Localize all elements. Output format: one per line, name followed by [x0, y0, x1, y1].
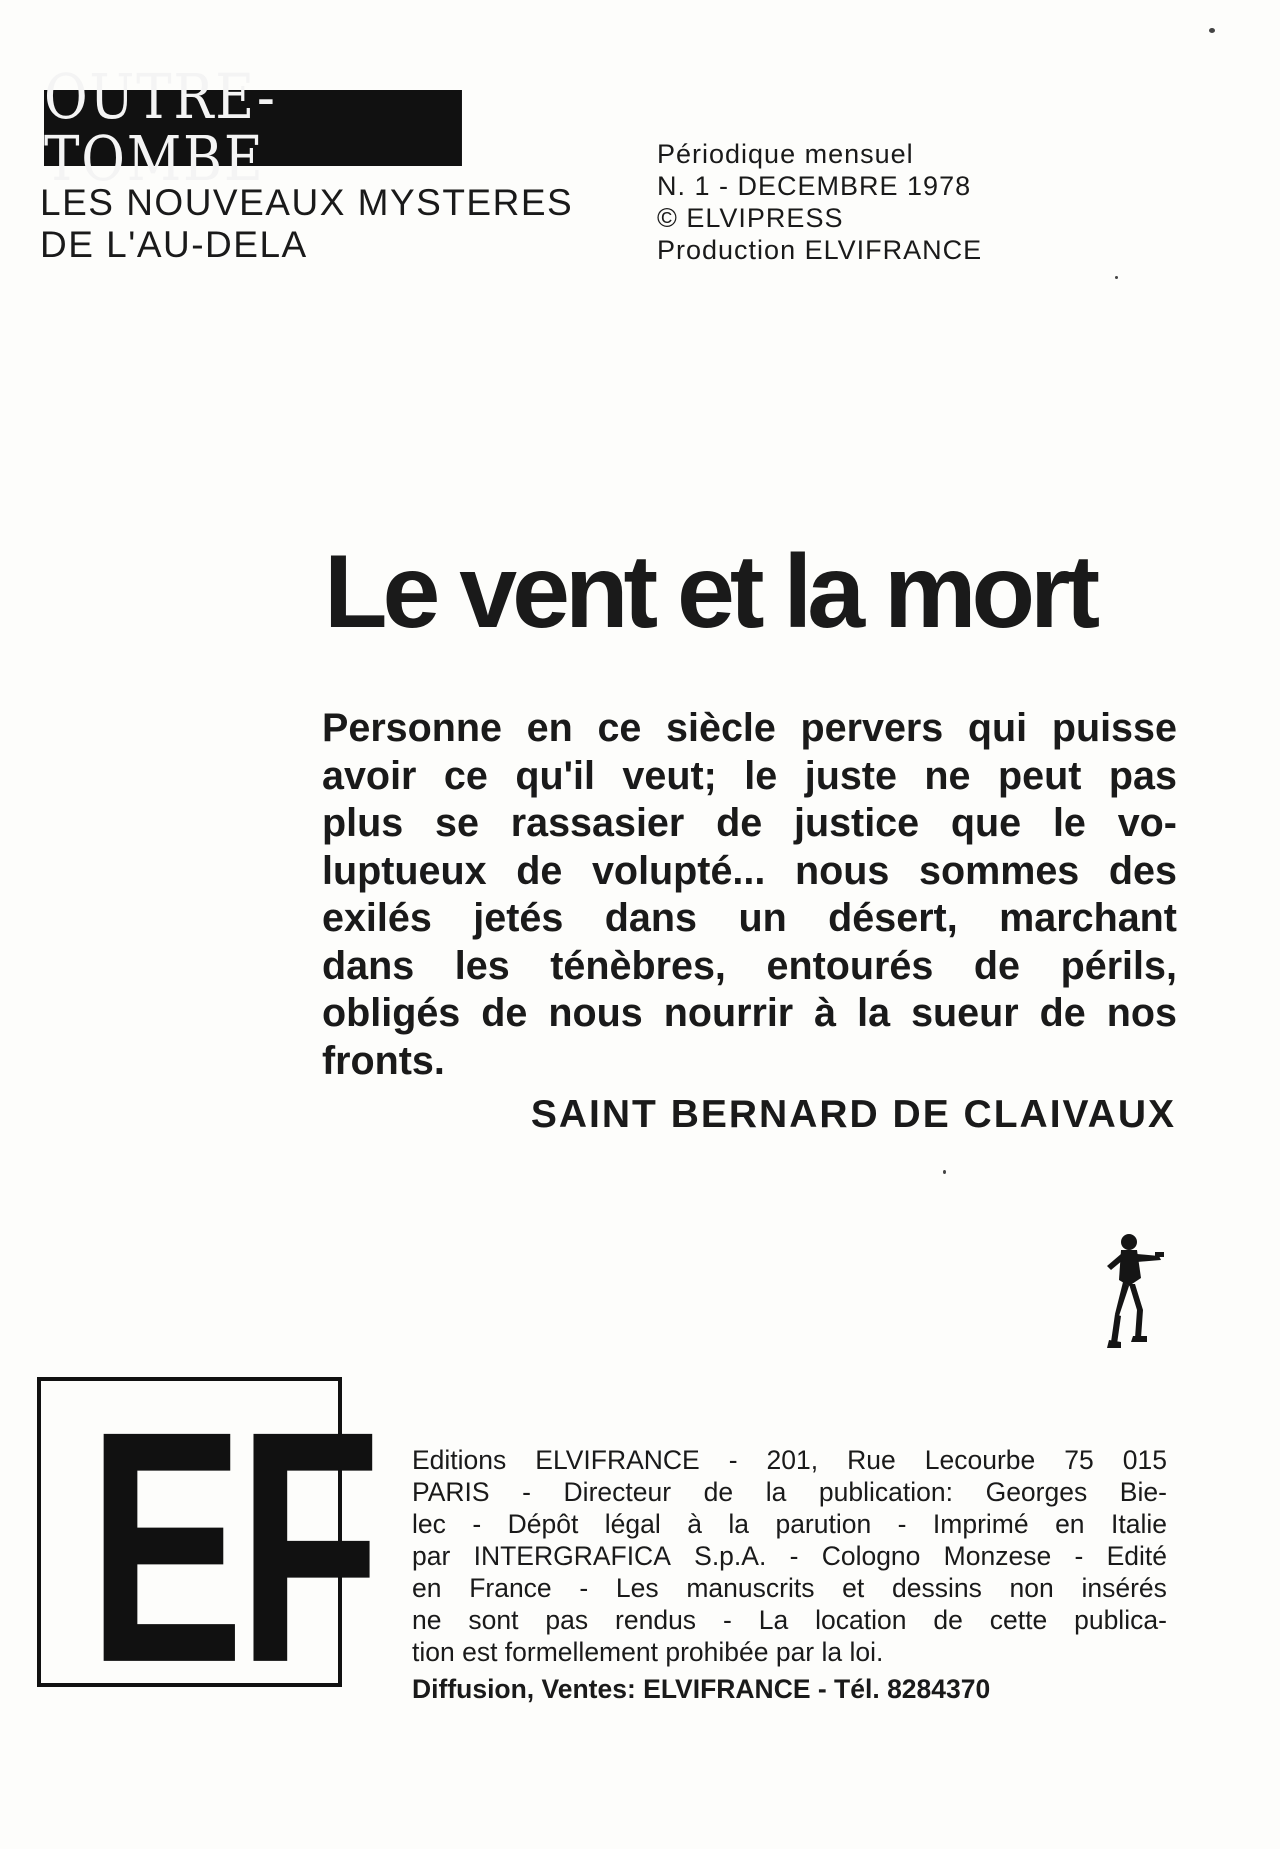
- word: le: [1052, 801, 1086, 845]
- imprint-line: N. 1 - DECEMBRE 1978: [657, 171, 972, 201]
- word: ELVIFRANCE: [535, 1445, 700, 1475]
- quote-line: [322, 848, 1177, 896]
- quote-line: [322, 895, 1177, 943]
- quote-line: [322, 990, 1177, 1038]
- word: de: [516, 848, 563, 893]
- word: volupté...: [591, 848, 766, 893]
- series-line: LES NOUVEAUX MYSTERES: [40, 182, 574, 223]
- imprint-block: [657, 138, 982, 266]
- quote-line: [322, 705, 1177, 753]
- word: et: [842, 1573, 865, 1603]
- word: veut;: [622, 753, 717, 798]
- colophon-line: [412, 1444, 1167, 1476]
- word: 201,: [766, 1445, 819, 1475]
- word: ne: [412, 1605, 442, 1635]
- word: dans: [322, 943, 415, 988]
- word: nos: [1106, 991, 1177, 1035]
- word: nourrir: [663, 991, 794, 1035]
- word: -: [1074, 1541, 1084, 1571]
- word: nous: [794, 848, 890, 893]
- word: peut: [998, 753, 1082, 798]
- word: exilés: [322, 896, 432, 940]
- word: juste: [804, 753, 897, 798]
- word: de: [481, 991, 528, 1035]
- epigraph-quote: [322, 705, 1177, 1085]
- word: jetés: [473, 896, 564, 940]
- word: 75: [1064, 1445, 1094, 1475]
- word: en: [412, 1573, 442, 1603]
- word: Edité: [1106, 1541, 1167, 1571]
- word: par: [412, 1541, 451, 1571]
- word: 015: [1122, 1445, 1167, 1475]
- word: Les: [615, 1573, 659, 1603]
- word: non: [1009, 1573, 1054, 1603]
- word: ce: [443, 753, 488, 798]
- colophon-line: [412, 1604, 1167, 1636]
- word: lec: [412, 1509, 446, 1539]
- word: -: [728, 1445, 738, 1475]
- print-speck: [1115, 276, 1118, 279]
- word: que: [950, 801, 1022, 845]
- word: La: [758, 1605, 789, 1635]
- colophon-line: tion est formellement prohibée par la loi.: [412, 1637, 884, 1667]
- word: cette: [989, 1605, 1048, 1635]
- word: Monzese: [943, 1541, 1052, 1571]
- story-title: Le vent et la mort: [324, 534, 1096, 650]
- word: plus: [322, 801, 404, 845]
- word: sont: [468, 1605, 519, 1635]
- word: de: [716, 801, 763, 845]
- word: luptueux: [322, 848, 487, 893]
- word: sueur: [911, 991, 1019, 1035]
- word: puisse: [1051, 706, 1177, 750]
- series-subtitle: [40, 182, 573, 266]
- word: Italie: [1110, 1509, 1167, 1539]
- word: Bie-: [1119, 1477, 1167, 1507]
- word: -: [897, 1509, 907, 1539]
- masthead-title: OUTRE-TOMBE: [44, 60, 277, 195]
- word: en: [526, 706, 573, 750]
- quote-line: fronts.: [322, 1038, 445, 1083]
- word: insérés: [1081, 1573, 1167, 1603]
- word: siècle: [666, 706, 776, 750]
- imprint-line: © ELVIPRESS: [657, 203, 844, 233]
- colophon-line: [412, 1508, 1167, 1540]
- word: la: [728, 1509, 750, 1539]
- word: Rue: [847, 1445, 896, 1475]
- print-speck: [1209, 28, 1215, 33]
- word: justice: [793, 801, 920, 845]
- word: dans: [604, 896, 697, 940]
- word: publica-: [1074, 1605, 1167, 1635]
- word: -: [579, 1573, 589, 1603]
- word: pas: [1108, 753, 1177, 798]
- word: Georges: [985, 1477, 1088, 1507]
- word: en: [1055, 1509, 1085, 1539]
- word: périls,: [1060, 943, 1177, 988]
- word: dessins: [891, 1573, 982, 1603]
- word: ténèbres,: [550, 943, 726, 988]
- word: INTERGRAFICA: [473, 1541, 671, 1571]
- series-line: DE L'AU-DELA: [40, 224, 308, 265]
- word: location: [815, 1605, 907, 1635]
- word: désert,: [828, 896, 958, 940]
- word: de: [973, 943, 1021, 988]
- word: des: [1108, 848, 1177, 893]
- word: -: [522, 1477, 531, 1507]
- word: manuscrits: [686, 1573, 815, 1603]
- word: de: [703, 1477, 734, 1507]
- word: le: [744, 753, 778, 798]
- word: pervers: [800, 706, 944, 750]
- word: ce: [597, 706, 642, 750]
- word: se: [435, 801, 479, 845]
- word: avoir: [322, 753, 417, 798]
- word: un: [738, 896, 787, 940]
- word: ne: [924, 753, 971, 798]
- word: obligés: [322, 991, 461, 1035]
- colophon-line: [412, 1476, 1167, 1508]
- word: parution: [775, 1509, 872, 1539]
- word: entourés: [766, 943, 934, 988]
- word: -: [722, 1605, 732, 1635]
- word: la: [857, 991, 891, 1035]
- word: Cologno: [821, 1541, 921, 1571]
- word: rendus: [615, 1605, 697, 1635]
- imprint-line: Production ELVIFRANCE: [657, 235, 983, 265]
- magazine-masthead: [44, 60, 462, 195]
- quote-line: [322, 753, 1177, 801]
- word: -: [789, 1541, 799, 1571]
- word: PARIS: [412, 1477, 490, 1507]
- word: France: [469, 1573, 552, 1603]
- word: Directeur: [563, 1477, 672, 1507]
- word: nous: [548, 991, 643, 1035]
- word: qui: [967, 706, 1028, 750]
- word: pas: [545, 1605, 589, 1635]
- word: la: [765, 1477, 787, 1507]
- print-speck: [943, 1170, 946, 1174]
- word: sommes: [918, 848, 1080, 893]
- publisher-logo: EF: [88, 1361, 375, 1732]
- colophon-line: [412, 1572, 1167, 1604]
- diffusion-contact: Diffusion, Ventes: ELVIFRANCE - Tél. 8284370: [412, 1674, 991, 1704]
- word: à: [687, 1509, 702, 1539]
- word: Personne: [322, 706, 503, 750]
- word: de: [1039, 991, 1086, 1035]
- word: rassasier: [510, 801, 685, 845]
- quote-author: SAINT BERNARD DE CLAIVAUX: [530, 1093, 1176, 1136]
- word: les: [454, 943, 510, 988]
- quote-line: [322, 800, 1177, 848]
- word: Lecourbe: [924, 1445, 1036, 1475]
- word: à: [814, 991, 837, 1035]
- legal-colophon: [412, 1444, 1167, 1668]
- colophon-line: [412, 1540, 1167, 1572]
- word: Dépôt: [507, 1509, 579, 1539]
- imprint-line: Périodique mensuel: [657, 139, 914, 169]
- word: marchant: [999, 896, 1177, 940]
- word: vo-: [1117, 801, 1177, 845]
- running-spy-figure-icon: [1085, 1230, 1165, 1360]
- word: Editions: [412, 1445, 507, 1475]
- word: Imprimé: [932, 1509, 1029, 1539]
- word: qu'il: [515, 753, 595, 798]
- quote-line: [322, 943, 1177, 991]
- word: -: [472, 1509, 482, 1539]
- word: S.p.A.: [694, 1541, 767, 1571]
- word: publication:: [818, 1477, 953, 1507]
- word: de: [933, 1605, 963, 1635]
- word: légal: [604, 1509, 661, 1539]
